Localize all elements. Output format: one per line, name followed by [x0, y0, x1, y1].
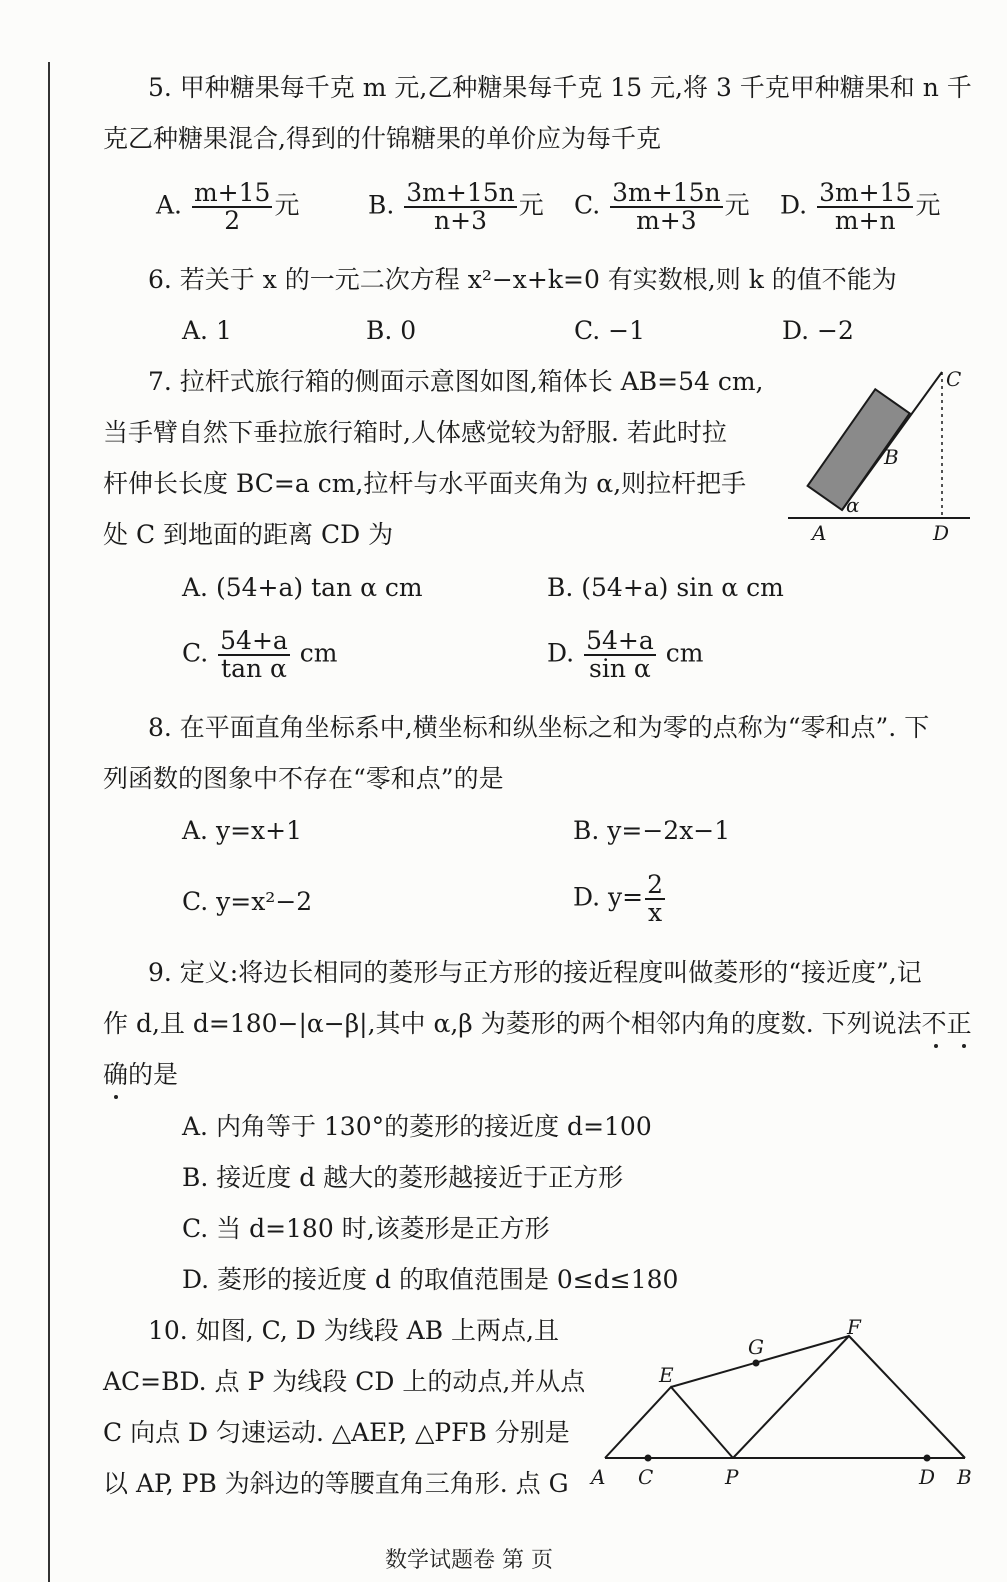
q6-option-d[interactable]: D. −2 [782, 316, 854, 345]
q9-emphasis-dot [114, 1095, 118, 1099]
q10-stem-line2: AC=BD. 点 P 为线段 CD 上的动点,并从点 [103, 1367, 586, 1396]
q9-emphasis-dot [934, 1044, 938, 1048]
q10-stem-line1: 10. 如图, C, D 为线段 AB 上两点,且 [148, 1316, 559, 1345]
q10-triangle-aep [605, 1387, 733, 1458]
q9-stem-line2: 作 d,且 d=180−|α−β|,其中 α,β 为菱形的两个相邻内角的度数. 下列说法不正 [103, 1009, 972, 1038]
q10-label-f: F [847, 1315, 861, 1339]
q5-option-d[interactable]: D. $\frac{3m+15}{m+n}$ 元 [780, 178, 941, 235]
q7-option-c-fraction: $\frac{54+a}{\text{tan α}}$ [220, 626, 288, 683]
q9-option-a[interactable]: A. 内角等于 130°的菱形的接近度 d=100 [182, 1112, 652, 1141]
q9-stem-line1: 9. 定义:将边长相同的菱形与正方形的接近程度叫做菱形的“接近度”,记 [148, 958, 922, 987]
q7-option-c[interactable]: C. $\frac{54+a}{\text{tan α}}$ cm [182, 626, 338, 683]
q10-triangle-figure [585, 1312, 985, 1497]
q10-label-g: G [748, 1335, 764, 1359]
q5-option-a-fraction: $\frac{m+15}{2}$ [193, 178, 271, 235]
q7-label-d: D [933, 521, 950, 545]
q9-emphasis-dot [962, 1044, 966, 1048]
q10-label-a: A [591, 1465, 606, 1489]
q10-label-d: D [919, 1465, 936, 1489]
q10-point-g [753, 1360, 760, 1367]
q8-option-b[interactable]: B. y=−2x−1 [573, 816, 731, 845]
q10-label-b: B [957, 1465, 972, 1489]
q10-label-c: C [638, 1465, 654, 1489]
q10-triangle-pfb [733, 1336, 965, 1458]
q5-option-b[interactable]: B. $\frac{3m+15n}{n+3}$ 元 [368, 178, 544, 235]
q7-label-b: B [884, 445, 899, 469]
q6-option-c[interactable]: C. −1 [574, 316, 645, 345]
q5-stem-line1: 5. 甲种糖果每千克 m 元,乙种糖果每千克 15 元,将 3 千克甲种糖果和 n 千 [148, 73, 972, 102]
q9-option-b[interactable]: B. 接近度 d 越大的菱形越接近于正方形 [182, 1163, 624, 1192]
q5-option-c-fraction: $\frac{3m+15n}{m+3}$ [612, 178, 721, 235]
q10-stem-line3: C 向点 D 匀速运动. △AEP, △PFB 分别是 [103, 1418, 570, 1447]
q7-option-d[interactable]: D. $\frac{54+a}{\text{sin α}}$ cm [547, 626, 704, 683]
q5-option-d-fraction: $\frac{3m+15}{m+n}$ [819, 178, 912, 235]
q7-option-d-fraction: $\frac{54+a}{\text{sin α}}$ [586, 626, 654, 683]
q9-option-d[interactable]: D. 菱形的接近度 d 的取值范围是 0≤d≤180 [182, 1265, 679, 1294]
q6-option-b[interactable]: B. 0 [366, 316, 417, 345]
q7-stem-line1: 7. 拉杆式旅行箱的侧面示意图如图,箱体长 AB=54 cm, [148, 367, 764, 396]
q7-option-a[interactable]: A. (54+a) tan α cm [182, 573, 423, 602]
q10-label-e: E [659, 1363, 674, 1387]
q9-stem-line3: 确的是 [103, 1060, 179, 1089]
q8-option-c[interactable]: C. y=x²−2 [182, 887, 313, 916]
q5-stem-line2: 克乙种糖果混合,得到的什锦糖果的单价应为每千克 [103, 124, 661, 153]
q9-option-c[interactable]: C. 当 d=180 时,该菱形是正方形 [182, 1214, 550, 1243]
q7-label-a: A [812, 521, 827, 545]
q5-option-b-fraction: $\frac{3m+15n}{n+3}$ [406, 178, 515, 235]
q7-label-c: C [946, 367, 962, 391]
q7-label-alpha: α [846, 493, 860, 517]
q7-option-b[interactable]: B. (54+a) sin α cm [547, 573, 784, 602]
q6-option-a[interactable]: A. 1 [182, 316, 232, 345]
q6-stem: 6. 若关于 x 的一元二次方程 x²−x+k=0 有实数根,则 k 的值不能为 [148, 265, 897, 294]
q10-point-c [645, 1455, 652, 1462]
binding-margin-line [48, 62, 50, 1582]
q7-stem-line3: 杆伸长长度 BC=a cm,拉杆与水平面夹角为 α,则拉杆把手 [103, 469, 747, 498]
q7-stem-line4: 处 C 到地面的距离 CD 为 [103, 520, 394, 549]
q10-stem-line4: 以 AP, PB 为斜边的等腰直角三角形. 点 G [103, 1469, 569, 1498]
q8-option-d-fraction: $\frac{2}{x}$ [647, 870, 664, 927]
q5-option-c[interactable]: C. $\frac{3m+15n}{m+3}$ 元 [574, 178, 750, 235]
q8-stem-line1: 8. 在平面直角坐标系中,横坐标和纵坐标之和为零的点称为“零和点”. 下 [148, 713, 930, 742]
q8-option-a[interactable]: A. y=x+1 [182, 816, 302, 845]
q7-stem-line2: 当手臂自然下垂拉旅行箱时,人体感觉较为舒服. 若此时拉 [103, 418, 727, 447]
q8-option-d[interactable]: D. y= $\frac{2}{x}$ [573, 870, 664, 927]
q7-suitcase-figure [780, 360, 980, 550]
q5-option-a[interactable]: A. $\frac{m+15}{2}$ 元 [156, 178, 300, 235]
q10-label-p: P [725, 1465, 739, 1489]
page-footer: 数学试题卷 第 页 [385, 1548, 553, 1573]
q8-stem-line2: 列函数的图象中不存在“零和点”的是 [103, 764, 504, 793]
q10-point-d [924, 1455, 931, 1462]
